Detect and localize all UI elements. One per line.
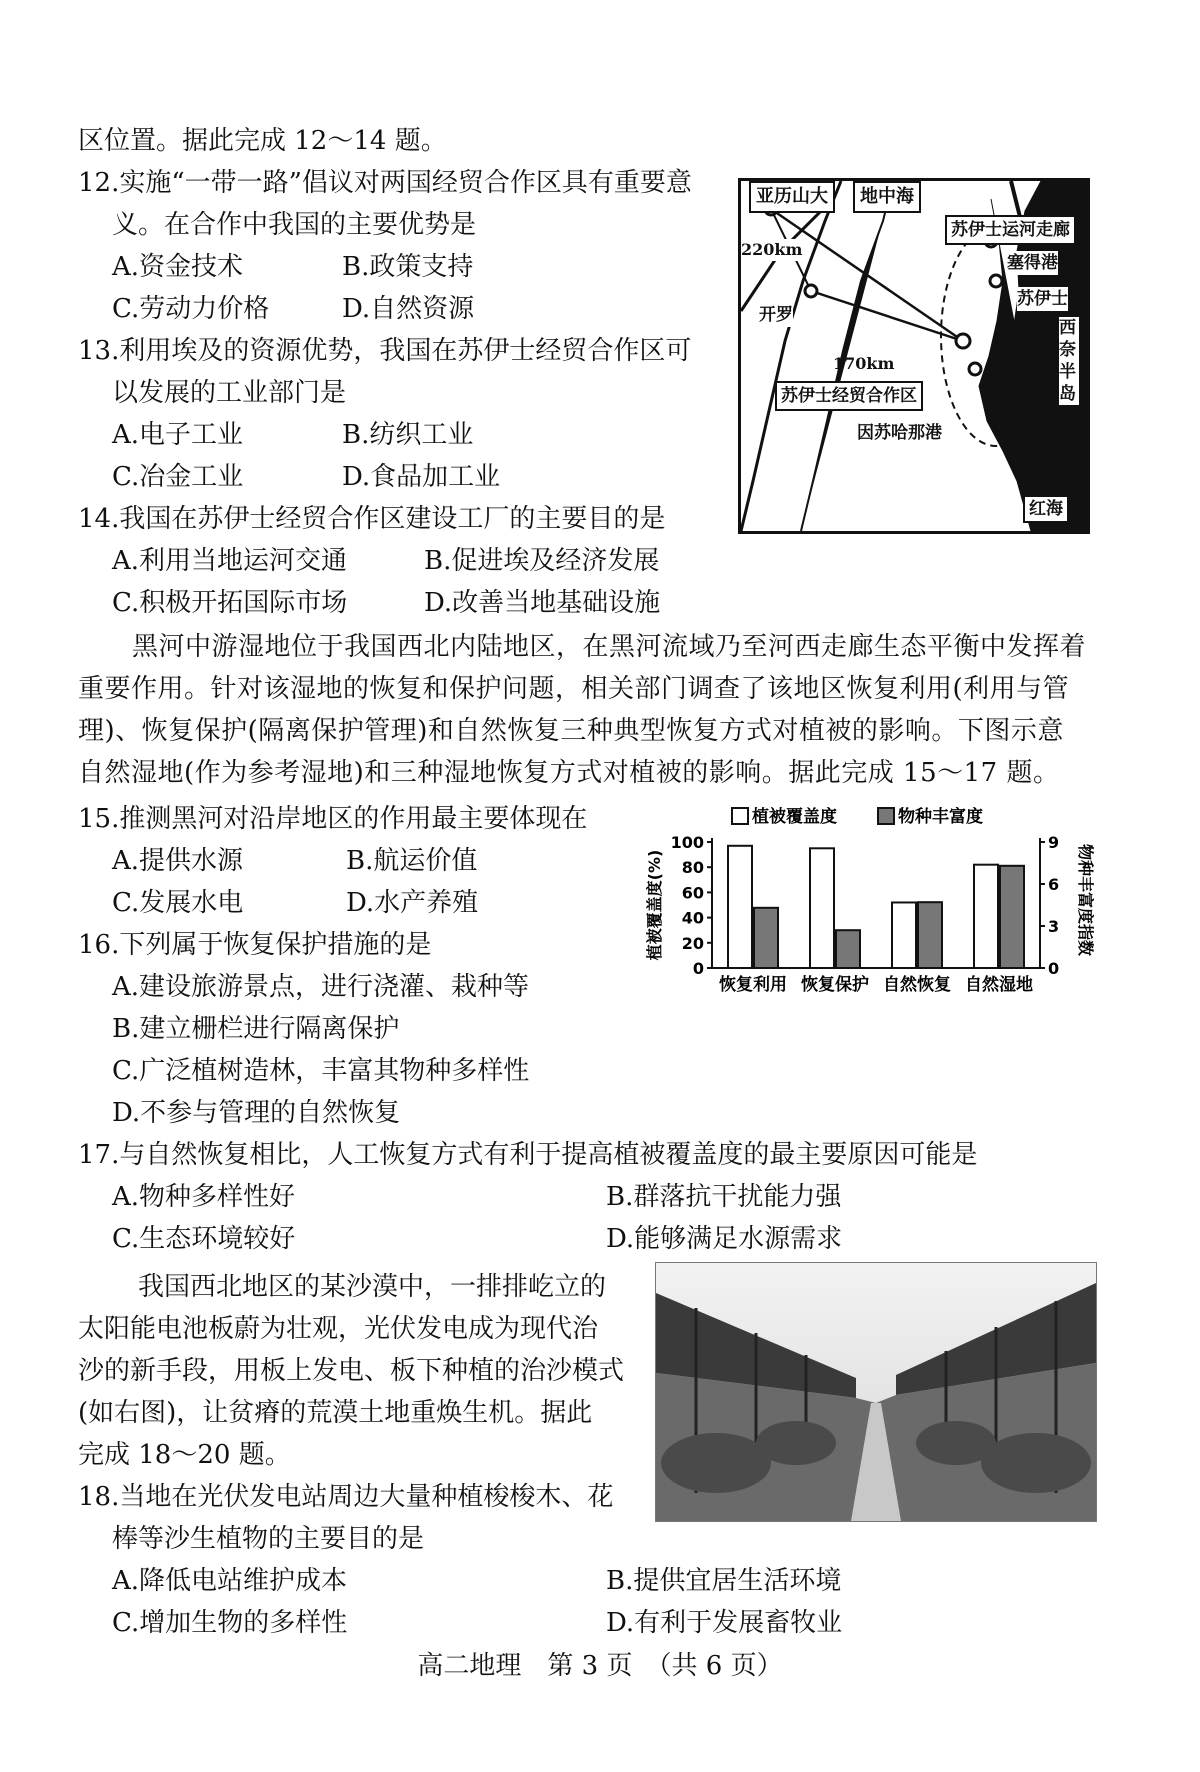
map-label-170km: 170km [833,354,895,373]
bar-coverage [974,865,998,968]
y-axis-label: 植被覆盖度(%) [645,849,664,961]
q13-option-b: B.纺织工业 [342,420,474,450]
map-label-canal-corridor: 苏伊士运河走廊 [945,215,1076,245]
q13-option-a: A.电子工业 [112,420,244,450]
x-tick-label: 恢复利用 [719,975,787,995]
map-label-sokhna: 因苏哈那港 [857,423,942,443]
q16-option-d: D.不参与管理的自然恢复 [112,1098,401,1128]
page-footer: 高二地理 第 3 页 （共 6 页） [417,1651,783,1681]
q16-option-b: B.建立栅栏进行隔离保护 [112,1014,400,1044]
q15-option-a: A.提供水源 [112,846,244,876]
q15-stem: 15.推测黑河对沿岸地区的作用最主要体现在 [78,804,588,834]
q13-stem-cont: 以发展的工业部门是 [112,378,347,408]
y-tick-label: 0 [692,959,704,978]
y-tick-label: 60 [681,883,704,903]
bar-richness [1000,866,1024,968]
bar-richness [836,930,860,968]
q14-stem: 14.我国在苏伊士经贸合作区建设工厂的主要目的是 [78,504,666,534]
bar-coverage [728,846,752,968]
bar-coverage [810,848,834,968]
q15-option-b: B.航运价值 [346,846,478,876]
suez-map [738,178,1090,534]
q14-option-c: C.积极开拓国际市场 [112,588,348,618]
y2-tick-label: 0 [1048,959,1060,978]
q13-option-c: C.冶金工业 [112,462,244,492]
legend-label-coverage: 植被覆盖度 [752,807,837,827]
q17-option-d: D.能够满足水源需求 [606,1224,843,1254]
q13-stem: 13.利用埃及的资源优势，我国在苏伊士经贸合作区可 [78,336,692,366]
solar-panel-photo [655,1262,1097,1522]
map-label-mediterranean: 地中海 [853,181,921,213]
y-tick-label: 20 [681,933,704,953]
vegetation-chart-svg [640,800,1095,1000]
x-tick-label: 自然恢复 [883,975,951,995]
y-tick-label: 40 [681,908,704,928]
x-tick-label: 恢复保护 [801,975,869,995]
q17-option-b: B.群落抗干扰能力强 [606,1182,842,1212]
map-label-sinai: 西奈半岛 [1059,317,1079,405]
q16-option-c: C.广泛植树造林，丰富其物种多样性 [112,1056,530,1086]
bar-richness [754,908,778,968]
passage-pv-line2: 太阳能电池板蔚为壮观，光伏发电成为现代治 [78,1314,599,1344]
map-label-zone: 苏伊士经贸合作区 [775,381,923,411]
q14-option-b: B.促进埃及经济发展 [424,546,660,576]
q12-option-c: C.劳动力价格 [112,294,270,324]
q17-option-a: A.物种多样性好 [112,1182,296,1212]
passage-heihe: 黑河中游湿地位于我国西北内陆地区，在黑河流域乃至河西走廊生态平衡中发挥着重要作用。针对该湿地的恢复和保护问题，相关部门调查了该地区恢复利用(利用与管理)、恢复保护(隔离保护管理)和自然恢复三种典型恢复方式对植被的影响。下图示意自然湿地(作为参考湿地)和三种湿地恢复方式对植被的影响。据此完成 15～17 题。 [78,632,1087,788]
map-label-suez: 苏伊士 [1017,289,1068,309]
bar-richness [918,902,942,968]
legend-swatch-coverage [732,808,748,824]
q12-stem-cont: 义。在合作中我国的主要优势是 [112,210,477,240]
q12-option-d: D.自然资源 [342,294,475,324]
q14-option-d: D.改善当地基础设施 [424,588,661,618]
legend-label-richness: 物种丰富度 [898,807,983,827]
q12-option-a: A.资金技术 [112,252,244,282]
intro-tail: 区位置。据此完成 12～14 题。 [78,126,447,156]
y2-tick-label: 3 [1048,917,1060,936]
vegetation-chart [640,800,1095,1000]
y-tick-label: 100 [670,833,704,852]
map-label-cairo: 开罗 [759,305,793,325]
y-tick-label: 80 [681,858,704,878]
q18-option-c: C.增加生物的多样性 [112,1608,348,1638]
q18-option-d: D.有利于发展畜牧业 [606,1608,843,1638]
q17-option-c: C.生态环境较好 [112,1224,296,1254]
map-label-port-said: 塞得港 [1007,253,1058,273]
q16-option-a: A.建设旅游景点，进行浇灌、栽种等 [112,972,530,1002]
q15-option-c: C.发展水电 [112,888,244,918]
x-tick-label: 自然湿地 [965,975,1033,995]
map-label-alexandria: 亚历山大 [749,181,835,213]
q18-stem: 18.当地在光伏发电站周边大量种植梭梭木、花 [78,1482,614,1512]
bar-coverage [892,902,916,968]
y2-axis-label: 物种丰富度指数 [1076,843,1095,957]
q15-option-d: D.水产养殖 [346,888,479,918]
q16-stem: 16.下列属于恢复保护措施的是 [78,930,432,960]
y2-tick-label: 6 [1048,875,1060,894]
q14-option-a: A.利用当地运河交通 [112,546,348,576]
map-label-220km: 220km [741,240,803,259]
passage-pv-line4: (如右图)，让贫瘠的荒漠土地重焕生机。据此 [78,1398,593,1428]
q12-stem: 12.实施“一带一路”倡议对两国经贸合作区具有重要意 [78,168,692,198]
passage-pv-line5: 完成 18～20 题。 [78,1440,291,1470]
map-label-red-sea: 红海 [1023,495,1069,523]
passage-pv-line1: 我国西北地区的某沙漠中，一排排屹立的 [138,1272,607,1302]
solar-panel-drawing [656,1263,1096,1521]
y2-tick-label: 9 [1048,833,1060,852]
q17-stem: 17.与自然恢复相比，人工恢复方式有利于提高植被覆盖度的最主要原因可能是 [78,1140,978,1170]
q13-option-d: D.食品加工业 [342,462,501,492]
q18-option-b: B.提供宜居生活环境 [606,1566,842,1596]
passage-pv-line3: 沙的新手段，用板上发电、板下种植的治沙模式 [78,1356,625,1386]
q18-option-a: A.降低电站维护成本 [112,1566,348,1596]
q18-stem-cont: 棒等沙生植物的主要目的是 [112,1524,425,1554]
q12-option-b: B.政策支持 [342,252,474,282]
chart-legend [732,806,983,827]
legend-swatch-richness [878,808,894,824]
